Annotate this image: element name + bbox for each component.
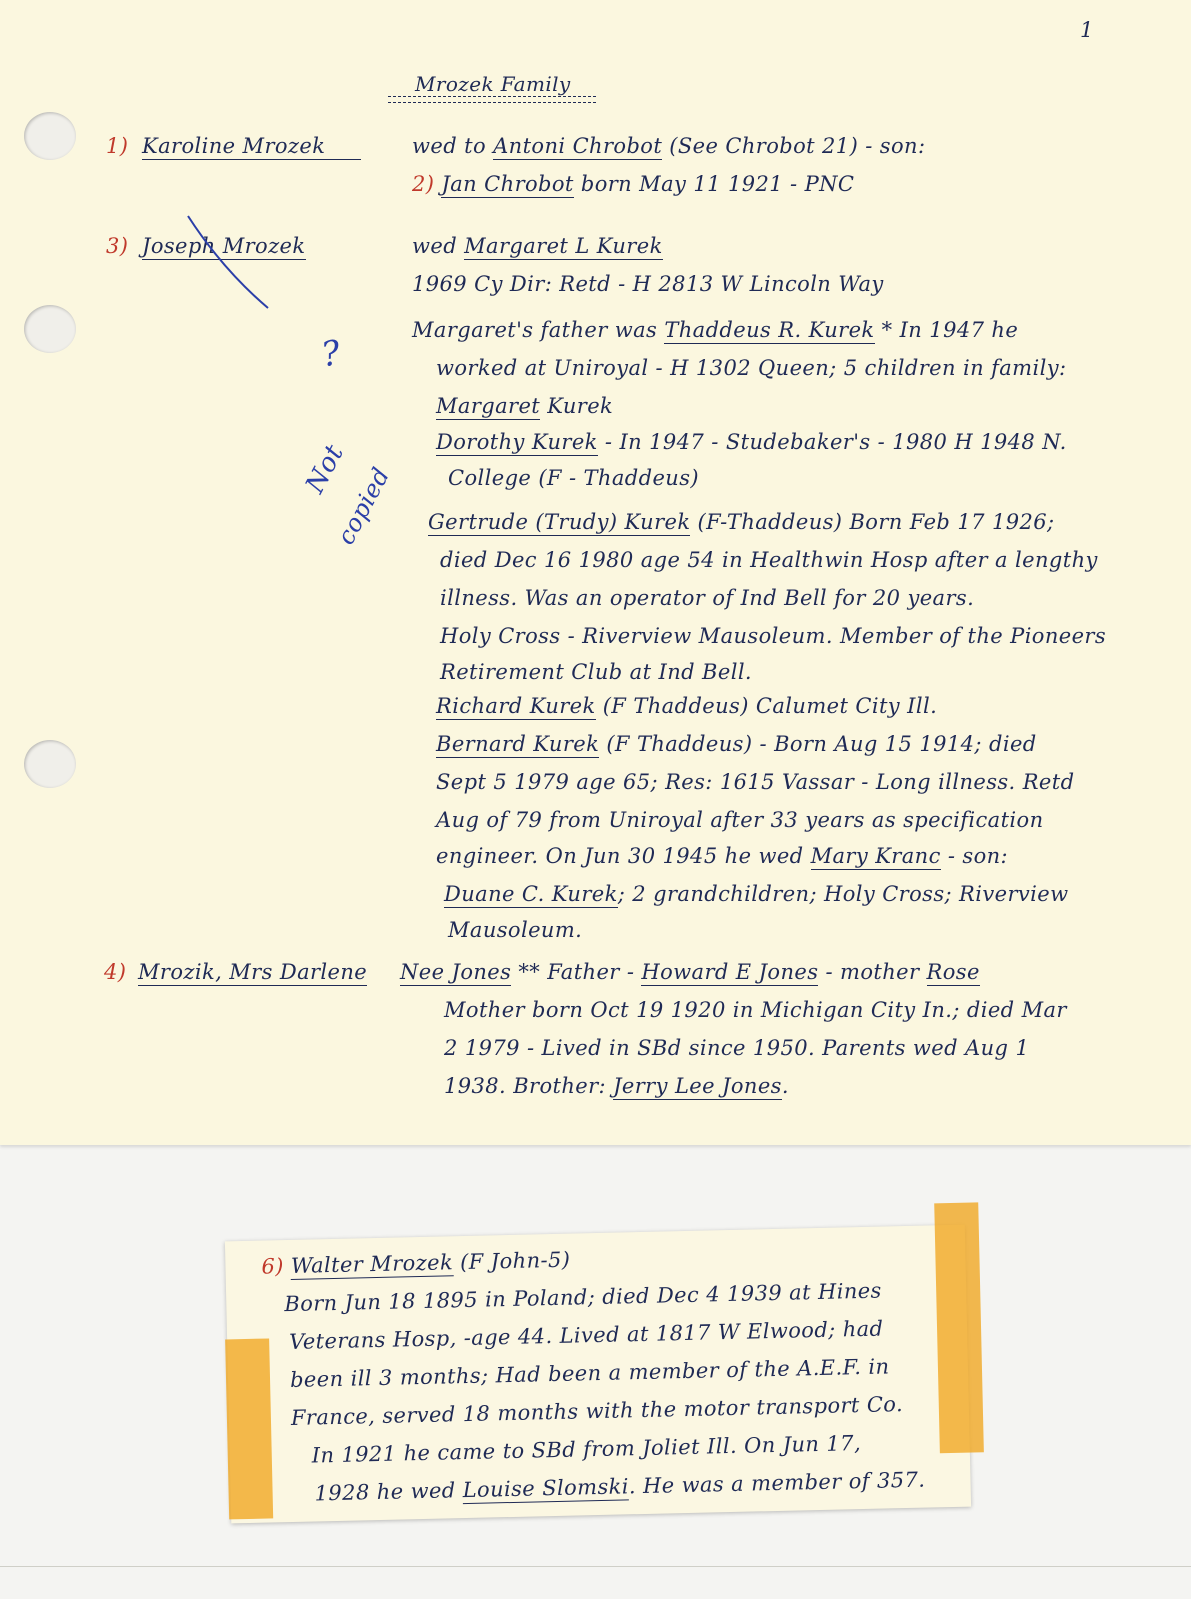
entry-line: 2 1979 - Lived in SBd since 1950. Parents wed Aug 1 bbox=[444, 1036, 1030, 1060]
clip-line: In 1921 he came to SBd from Joliet Ill. On Jun 17, bbox=[311, 1431, 862, 1468]
clip-line bbox=[314, 1468, 925, 1506]
punch-hole bbox=[24, 112, 76, 160]
person-name: Jan Chrobot bbox=[441, 172, 574, 196]
text: 1928 he wed bbox=[314, 1478, 463, 1506]
entry-line bbox=[400, 960, 980, 984]
clip-heading bbox=[261, 1248, 570, 1279]
person-name: Dorothy Kurek bbox=[436, 430, 598, 454]
entry-line bbox=[412, 234, 663, 258]
name-text: Joseph Mrozek bbox=[142, 234, 306, 258]
person-name: Louise Slomski bbox=[462, 1474, 630, 1503]
tape-right bbox=[934, 1202, 984, 1453]
entry-line bbox=[436, 732, 1037, 756]
punch-hole bbox=[24, 740, 76, 788]
text: engineer. On Jun 30 1945 he wed bbox=[436, 844, 811, 868]
entry-line bbox=[436, 430, 1067, 454]
title-double-underline bbox=[388, 96, 596, 103]
entry-line bbox=[436, 844, 1008, 868]
person-name: Mary Kranc bbox=[810, 844, 941, 868]
text: . bbox=[781, 1074, 789, 1098]
person-name: Gertrude (Trudy) Kurek bbox=[428, 510, 691, 534]
tape-left bbox=[225, 1338, 273, 1519]
entry-line: 1969 Cy Dir: Retd - H 2813 W Lincoln Way bbox=[412, 272, 884, 296]
text: - In 1947 - Studebaker's - 1980 H 1948 N. bbox=[597, 430, 1067, 454]
margin-note-not: Not bbox=[300, 439, 351, 499]
text: Margaret's father was bbox=[412, 318, 665, 342]
taped-clipping bbox=[225, 1225, 971, 1524]
person-name: Duane C. Kurek bbox=[444, 882, 618, 906]
text: (F John-5) bbox=[452, 1247, 571, 1275]
entry-line bbox=[436, 694, 937, 718]
text: (F Thaddeus) Calumet City Ill. bbox=[595, 694, 938, 718]
entry-line: Retirement Club at Ind Bell. bbox=[440, 660, 753, 684]
divider bbox=[0, 1566, 1191, 1567]
name-text: Karoline Mrozek bbox=[142, 134, 361, 160]
entry-line: illness. Was an operator of Ind Bell for 20 years. bbox=[440, 586, 975, 610]
strike-mark bbox=[180, 210, 280, 320]
clip-line: France, served 18 months with the motor transport Co. bbox=[290, 1392, 904, 1430]
text: 1938. Brother: bbox=[444, 1074, 614, 1098]
entry-line bbox=[412, 134, 925, 158]
margin-note-copied: copied bbox=[331, 462, 396, 550]
text: wed to bbox=[412, 134, 494, 158]
person-name: Bernard Kurek bbox=[436, 732, 600, 756]
entry-number: 2) bbox=[412, 172, 435, 196]
person-name: Margaret bbox=[436, 394, 541, 418]
person-name: Nee Jones bbox=[400, 960, 512, 984]
entry-line bbox=[412, 172, 854, 196]
person-name: Rose bbox=[926, 960, 980, 984]
entry-name bbox=[142, 134, 361, 158]
entry-name bbox=[138, 960, 367, 984]
person-name: Antoni Chrobot bbox=[493, 134, 663, 158]
entry-line bbox=[428, 510, 1054, 534]
entry-line bbox=[444, 1074, 789, 1098]
text: . He was a member of 357. bbox=[628, 1467, 926, 1499]
person-name: Howard E Jones bbox=[641, 960, 819, 984]
entry-line bbox=[436, 394, 613, 418]
entry-line: died Dec 16 1980 age 54 in Healthwin Hosp after a lengthy bbox=[440, 548, 1098, 572]
entry-number: 3) bbox=[106, 234, 129, 258]
entry-line: Mausoleum. bbox=[448, 918, 583, 942]
text: born May 11 1921 - PNC bbox=[573, 172, 855, 196]
person-name: Walter Mrozek bbox=[290, 1250, 454, 1278]
punch-hole bbox=[24, 305, 76, 353]
person-name: Thaddeus R. Kurek bbox=[664, 318, 875, 342]
text: * In 1947 he bbox=[874, 318, 1019, 342]
entry-line: Sept 5 1979 age 65; Res: 1615 Vassar - Long illness. Retd bbox=[436, 770, 1075, 794]
entry-line bbox=[412, 318, 1018, 342]
clip-line: Veterans Hosp, -age 44. Lived at 1817 W Elwood; had bbox=[288, 1316, 884, 1354]
page-title bbox=[415, 72, 571, 96]
text: (See Chrobot 21) - son: bbox=[662, 134, 926, 158]
entry-line: worked at Uniroyal - H 1302 Queen; 5 children in family: bbox=[436, 356, 1067, 380]
entry-number: 1) bbox=[106, 134, 129, 158]
text: - mother bbox=[818, 960, 927, 984]
person-name: Richard Kurek bbox=[436, 694, 596, 718]
text: - son: bbox=[940, 844, 1009, 868]
name-text: Mrozik, Mrs Darlene bbox=[138, 960, 368, 984]
text: (F-Thaddeus) Born Feb 17 1926; bbox=[690, 510, 1055, 534]
person-name: Margaret L Kurek bbox=[464, 234, 663, 258]
text: (F Thaddeus) - Born Aug 15 1914; died bbox=[599, 732, 1037, 756]
entry-line bbox=[444, 882, 1069, 906]
clip-line: been ill 3 months; Had been a member of the A.E.F. in bbox=[289, 1354, 890, 1392]
entry-line: Mother born Oct 19 1920 in Michigan City In.; died Mar bbox=[444, 998, 1067, 1022]
page-number: 1 bbox=[1080, 18, 1094, 42]
entry-number: 6) bbox=[261, 1254, 285, 1279]
margin-question-mark: ? bbox=[318, 332, 344, 376]
text: wed bbox=[412, 234, 465, 258]
entry-number: 4) bbox=[104, 960, 127, 984]
text: Kurek bbox=[540, 394, 614, 418]
person-name: Jerry Lee Jones bbox=[613, 1074, 782, 1098]
text: ** Father - bbox=[511, 960, 642, 984]
text: ; 2 grandchildren; Holy Cross; Riverview bbox=[617, 882, 1069, 906]
entry-line: Aug of 79 from Uniroyal after 33 years as specification bbox=[436, 808, 1044, 832]
title-text: Mrozek Family bbox=[415, 72, 571, 96]
entry-line: Holy Cross - Riverview Mausoleum. Member of the Pioneers bbox=[440, 624, 1107, 648]
entry-line: College (F - Thaddeus) bbox=[448, 466, 699, 490]
clip-line: Born Jun 18 1895 in Poland; died Dec 4 1939 at Hines bbox=[284, 1278, 882, 1317]
